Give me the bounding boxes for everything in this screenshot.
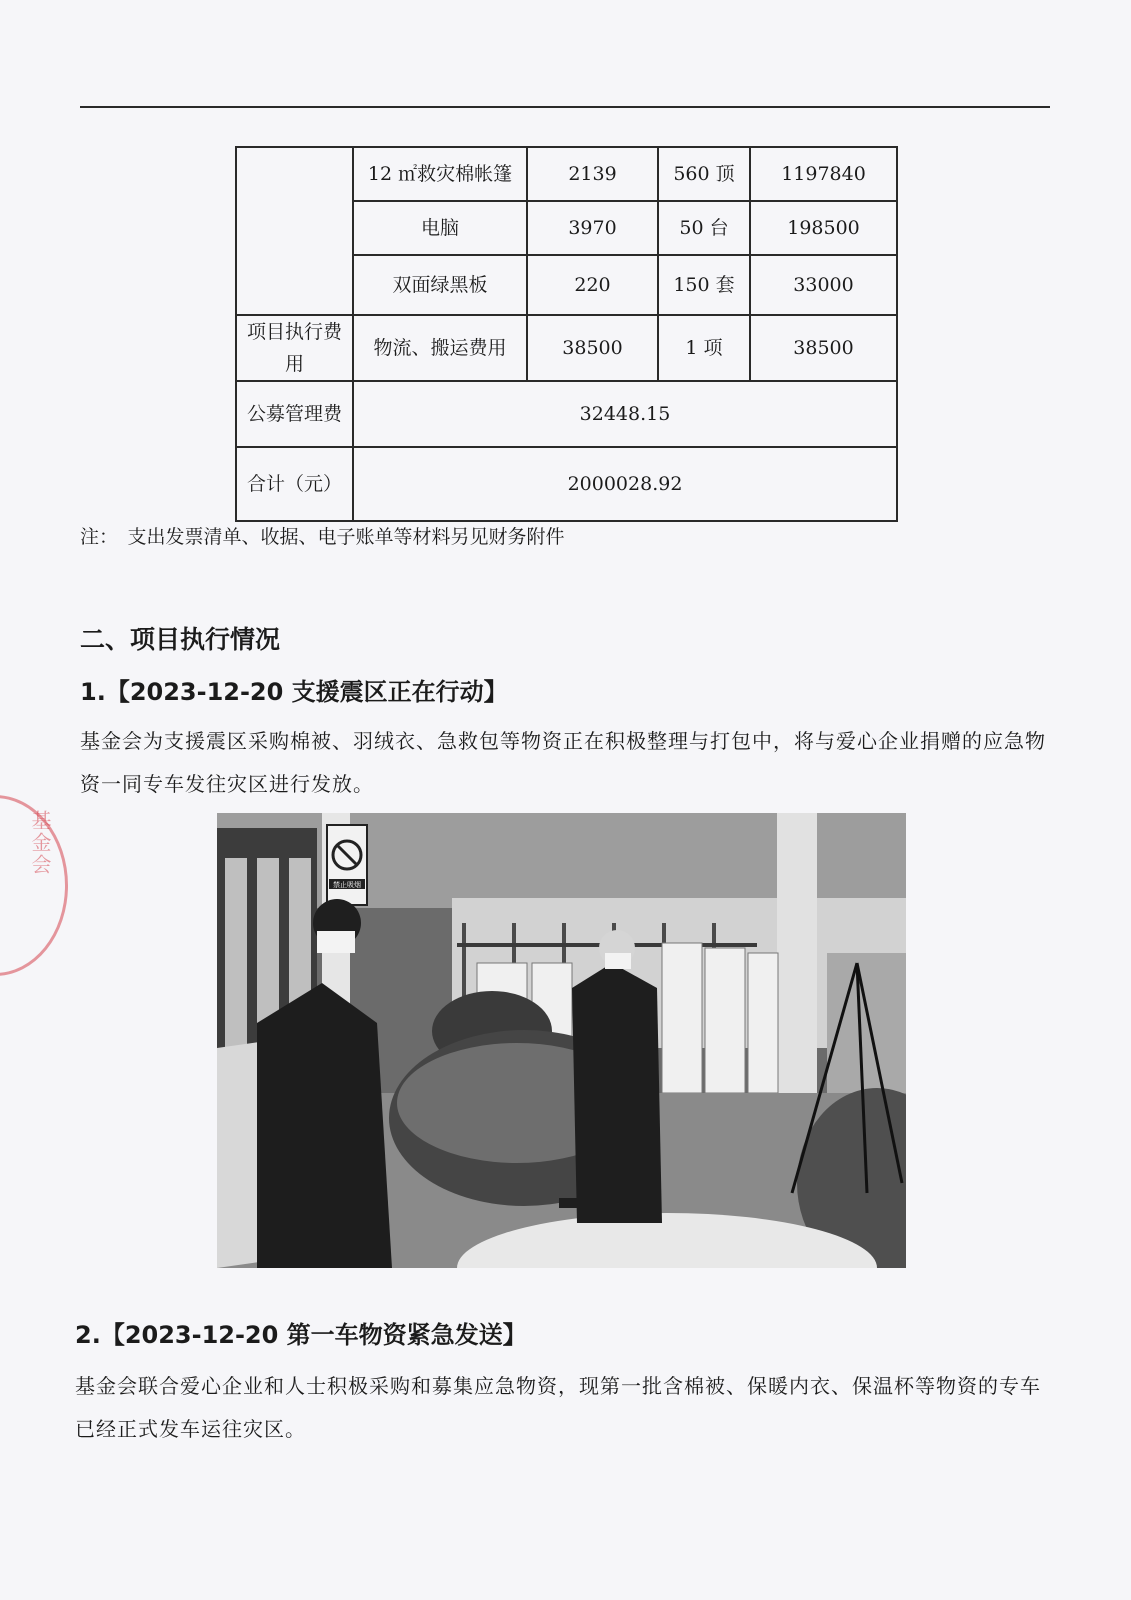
- table-cell: 198500: [750, 201, 897, 255]
- table-cell: 合计（元）: [236, 447, 353, 521]
- item-2-text: 基金会联合爱心企业和人士积极采购和募集应急物资，现第一批含棉被、保暖内衣、保温杯等物资的专车已经正式发车运往灾区。: [75, 1374, 1041, 1441]
- table-row: [236, 315, 897, 381]
- warehouse-photo: [217, 813, 906, 1268]
- table-row: [236, 147, 897, 201]
- red-seal-text: 基金会: [28, 810, 52, 876]
- table-cell: 项目执行费用: [236, 315, 353, 381]
- item-1-text: 基金会为支援震区采购棉被、羽绒衣、急救包等物资正在积极整理与打包中，将与爱心企业捐赠的应急物资一同专车发往灾区进行发放。: [80, 729, 1046, 796]
- table-cell: 双面绿黑板: [353, 255, 527, 315]
- table-cell: 32448.15: [353, 381, 897, 447]
- table-cell: 38500: [527, 315, 658, 381]
- table-cell: 220: [527, 255, 658, 315]
- table-row: [236, 447, 897, 521]
- table-cell: 33000: [750, 255, 897, 315]
- table-cell: 公募管理费: [236, 381, 353, 447]
- table-cell: 38500: [750, 315, 897, 381]
- table-cell: 560 顶: [658, 147, 750, 201]
- item-1-title: 1.【2023-12-20 支援震区正在行动】: [80, 678, 508, 706]
- table-cell: 3970: [527, 201, 658, 255]
- table-cell: 2139: [527, 147, 658, 201]
- table-cell: 2000028.92: [353, 447, 897, 521]
- header-rule: [80, 106, 1050, 108]
- no-smoking-sign-text: 禁止吸烟: [333, 881, 361, 889]
- table-cell: 电脑: [353, 201, 527, 255]
- item-2-title: 2.【2023-12-20 第一车物资紧急发送】: [75, 1321, 527, 1349]
- table-cell: 物流、搬运费用: [353, 315, 527, 381]
- section-heading: 二、项目执行情况: [80, 625, 281, 654]
- table-row: [236, 381, 897, 447]
- table-cell: 12 ㎡救灾棉帐篷: [353, 147, 527, 201]
- table-cell: [236, 147, 353, 315]
- table-cell: 1 项: [658, 315, 750, 381]
- table-cell: 150 套: [658, 255, 750, 315]
- table-cell: 1197840: [750, 147, 897, 201]
- expense-table: [235, 146, 898, 522]
- table-note: 注： 支出发票清单、收据、电子账单等材料另见财务附件: [80, 526, 565, 548]
- table-cell: 50 台: [658, 201, 750, 255]
